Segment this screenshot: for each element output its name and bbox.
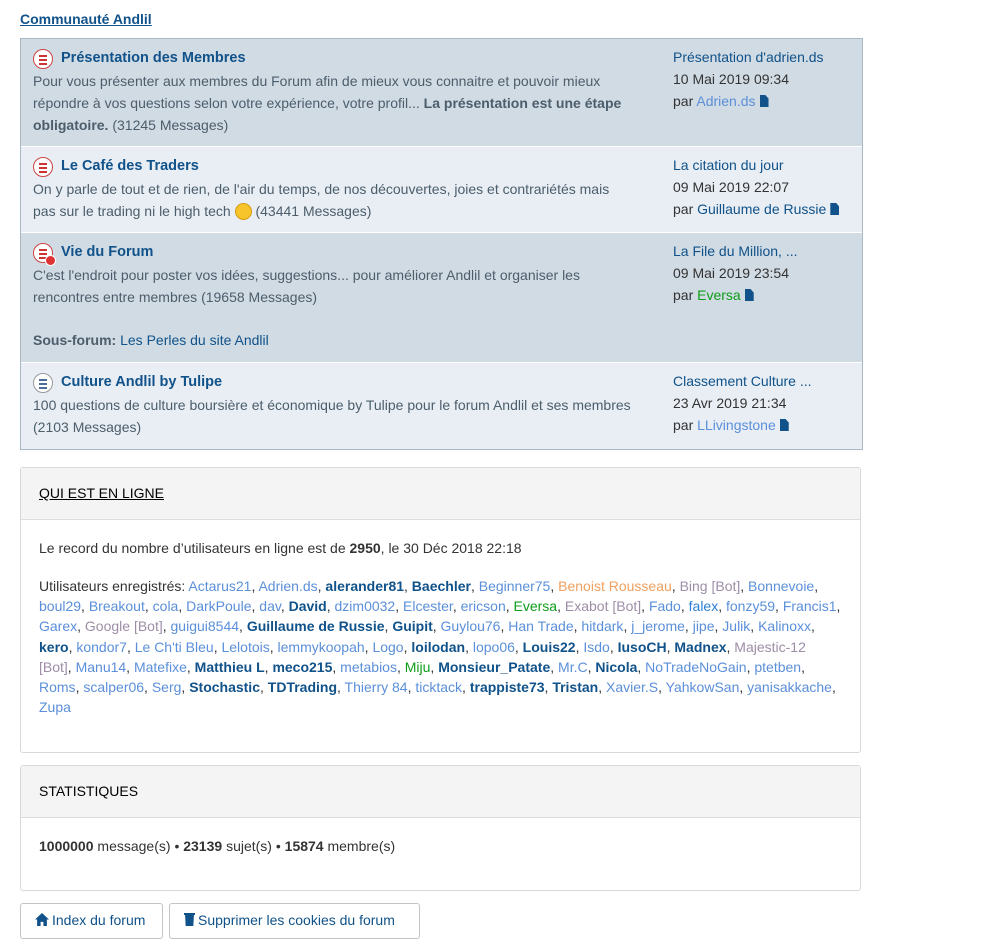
online-user-link[interactable]: jipe <box>692 618 715 635</box>
forum-row <box>21 363 862 449</box>
online-user-link[interactable]: scalper06 <box>83 679 145 696</box>
online-user-link[interactable]: Matefixe <box>133 658 187 675</box>
online-user-link[interactable]: IusoCH <box>617 638 667 655</box>
last-post-user-link[interactable]: Adrien.ds <box>696 93 756 109</box>
online-user-link[interactable]: alerander81 <box>325 578 405 594</box>
online-user-link[interactable]: Isdo <box>583 638 610 655</box>
online-user-link[interactable]: Zupa <box>39 699 71 716</box>
online-user-link[interactable]: Majestic-12 [Bot] <box>39 638 806 675</box>
subforum-line <box>33 329 633 351</box>
online-user-link[interactable]: boul29 <box>39 598 82 615</box>
online-user-link[interactable]: Julik <box>722 618 751 635</box>
view-post-icon[interactable] <box>780 419 789 431</box>
last-post-topic-link[interactable]: Présentation d'adrien.ds <box>673 49 824 65</box>
online-user-link[interactable]: Benoist Rousseau <box>558 578 672 594</box>
online-user-link[interactable]: fonzy59 <box>726 598 776 615</box>
home-icon <box>35 913 49 926</box>
forum-title-link[interactable]: Vie du Forum <box>61 244 154 260</box>
last-post-date: 09 Mai 2019 22:07 <box>673 179 789 195</box>
online-user-link[interactable]: Madnex <box>674 638 727 655</box>
last-post-user-link[interactable]: LLivingstone <box>697 417 776 433</box>
wink-emoji-icon <box>235 203 252 220</box>
subforum-link[interactable]: Les Perles du site Andlil <box>120 332 269 348</box>
by-label: par <box>673 201 694 217</box>
forum-row <box>21 147 862 233</box>
subforum-label: Sous-forum: <box>33 332 117 348</box>
last-post-user-link[interactable]: Guillaume de Russie <box>697 201 827 217</box>
online-user-link[interactable]: meco215 <box>272 658 333 675</box>
online-user-link[interactable]: Exabot [Bot] <box>564 598 642 615</box>
last-post-date: 23 Avr 2019 21:34 <box>673 395 787 411</box>
online-user-link[interactable]: Serg <box>151 679 182 696</box>
online-user-link[interactable]: metabios <box>340 658 397 675</box>
view-post-icon[interactable] <box>745 289 754 301</box>
online-user-link[interactable]: Han Trade <box>508 618 574 635</box>
online-user-link[interactable]: Kalinoxx <box>758 618 811 635</box>
forum-title-link[interactable]: Présentation des Membres <box>61 50 246 66</box>
online-user-link[interactable]: NoTradeNoGain <box>645 658 747 675</box>
online-user-link[interactable]: lopo06 <box>472 638 515 655</box>
online-user-link[interactable]: trappiste73 <box>469 679 545 696</box>
online-user-link[interactable]: Guylou76 <box>440 618 501 635</box>
online-user-link[interactable]: David <box>288 598 327 615</box>
forum-description: On y parle de tout et de rien, de l'air du temps, de nos découvertes, joies et contrariétés mais pas sur le trading ni le high tech (43441 Messages) <box>33 181 610 219</box>
last-post-topic-link[interactable]: Classement Culture ... <box>673 373 812 389</box>
online-user-link[interactable]: hitdark <box>581 618 624 635</box>
forum-read-icon <box>33 373 53 393</box>
online-user-link[interactable]: Elcester <box>403 598 453 615</box>
view-post-icon[interactable] <box>830 203 839 215</box>
forum-description: 100 questions de culture boursière et économique by Tulipe pour le forum Andlil et ses membres (2103 Messages) <box>33 397 631 435</box>
online-record: Le record du nombre d’utilisateurs en ligne est de 2950, le 30 Déc 2018 22:18 <box>39 540 522 556</box>
forum-subforum-icon <box>33 243 53 263</box>
online-user-link[interactable]: Miju <box>404 658 431 675</box>
online-user-link[interactable]: Mr.C <box>558 658 588 675</box>
online-user-link[interactable]: Google [Bot] <box>84 618 163 635</box>
who-is-online-panel <box>20 467 861 753</box>
forum-read-icon <box>33 157 53 177</box>
last-post <box>673 370 863 436</box>
forum-list <box>20 38 863 450</box>
online-user-link[interactable]: ericson <box>460 598 506 615</box>
online-user-link[interactable]: Le Ch'ti Bleu <box>134 638 214 655</box>
online-user-link[interactable]: Beginner75 <box>478 578 551 594</box>
online-user-link[interactable]: Manu14 <box>75 658 127 675</box>
online-user-link[interactable]: Stochastic <box>189 679 260 696</box>
online-user-link[interactable]: kondor7 <box>76 638 127 655</box>
by-label: par <box>673 93 694 109</box>
trash-icon <box>184 913 195 926</box>
online-user-link[interactable]: lemmykoopah <box>277 638 365 655</box>
online-user-link[interactable]: guigui8544 <box>170 618 240 635</box>
online-user-link[interactable]: Monsieur_Patate <box>438 658 551 675</box>
forum-index-button[interactable]: Index du forum <box>20 903 163 939</box>
by-label: par <box>673 417 694 433</box>
online-user-link[interactable]: dzim0032 <box>334 598 396 615</box>
online-user-link[interactable]: yanisakkache <box>747 679 832 696</box>
online-user-link[interactable]: Xavier.S <box>606 679 659 696</box>
online-user-link[interactable]: Actarus21 <box>188 578 252 594</box>
statistics-heading: STATISTIQUES <box>39 783 139 799</box>
last-post-user-link[interactable]: Eversa <box>697 287 741 303</box>
last-post <box>673 154 863 220</box>
online-user-link[interactable]: Louis22 <box>522 638 576 655</box>
view-post-icon[interactable] <box>760 95 769 107</box>
category-title[interactable]: Communauté Andlil <box>20 11 152 27</box>
online-user-link[interactable]: Thierry 84 <box>344 679 408 696</box>
online-user-link[interactable]: Tristan <box>552 679 599 696</box>
delete-cookies-button[interactable]: Supprimer les cookies du forum <box>169 903 420 939</box>
online-user-link[interactable]: kero <box>39 638 69 655</box>
online-user-link[interactable]: ptetben <box>754 658 802 675</box>
online-user-link[interactable]: dav <box>259 598 281 615</box>
last-post-date: 09 Mai 2019 23:54 <box>673 265 789 281</box>
forum-read-icon <box>33 49 53 69</box>
online-user-link[interactable]: Breakout <box>88 598 145 615</box>
forum-row <box>21 39 862 147</box>
online-user-link[interactable]: Lelotois <box>221 638 270 655</box>
online-user-link[interactable]: loilodan <box>411 638 466 655</box>
online-user-link[interactable]: Roms <box>39 679 76 696</box>
online-user-link[interactable]: TDTrading <box>267 679 338 696</box>
by-label: par <box>673 287 694 303</box>
statistics-panel <box>20 765 861 891</box>
forum-description: C'est l'endroit pour poster vos idées, suggestions... pour améliorer Andlil et organiser les rencontres entre membres (19658 Messages) <box>33 267 580 305</box>
online-user-link[interactable]: Baechler <box>411 578 471 594</box>
online-user-link[interactable]: Guipit <box>392 618 433 635</box>
online-user-link[interactable]: Bing [Bot] <box>679 578 741 594</box>
online-user-link[interactable]: Logo <box>372 638 404 655</box>
online-user-link[interactable]: Eversa <box>513 598 558 615</box>
online-user-link[interactable]: DarkPoule <box>186 598 252 615</box>
forum-title-link[interactable]: Le Café des Traders <box>61 158 199 174</box>
online-user-link[interactable]: YahkowSan <box>665 679 740 696</box>
online-user-link[interactable]: ticktack <box>415 679 463 696</box>
last-post <box>673 240 863 306</box>
registered-users-list: Utilisateurs enregistrés: Actarus21, Adrien.ds, alerander81, Baechler, Beginner75, Benoist Rousseau, Bing [Bot], Bonnevoie, boul29, Breakout, cola, DarkPoule, dav, David, dzim0032, Elcester, ericson, Eversa, Exabot [Bot], Fado, falex, fonzy59, Francis1, Garex, Google [Bot], guigui8544, Guillaume de Russie, Guipit, Guylou76, Han Trade, hitdark, j_jerome, jipe, Julik, Kalinoxx, kero, kondor7, Le Ch'ti Bleu, Lelotois, lemmykoopah, Logo, loilodan, lopo06, Louis22, Isdo, IusoCH, Madnex, Majestic-12 [Bot], Manu14, Matefixe, Matthieu L, meco215, metabios, Miju, Monsieur_Patate, Mr.C, Nicola, NoTradeNoGain, ptetben, Roms, scalper06, Serg, Stochastic, TDTrading, Thierry 84, ticktack, trappiste73, Tristan, Xavier.S, YahkowSan, yanisakkache, Zupa <box>39 578 841 716</box>
online-user-link[interactable]: falex <box>688 598 719 615</box>
online-user-link[interactable]: Fado <box>648 598 681 615</box>
online-user-link[interactable]: Guillaume de Russie <box>246 618 385 635</box>
last-post-topic-link[interactable]: La citation du jour <box>673 157 784 173</box>
online-user-link[interactable]: j_jerome <box>631 618 685 635</box>
online-user-link[interactable]: Matthieu L <box>194 658 265 675</box>
statistics-line: 1000000 message(s) • 23139 sujet(s) • 15874 membre(s) <box>39 838 396 854</box>
last-post-date: 10 Mai 2019 09:34 <box>673 71 789 87</box>
forum-title-link[interactable]: Culture Andlil by Tulipe <box>61 374 223 390</box>
registered-users-label: Utilisateurs enregistrés: <box>39 578 186 594</box>
last-post-topic-link[interactable]: La File du Million, ... <box>673 243 798 259</box>
forum-row <box>21 233 862 363</box>
who-is-online-heading[interactable]: QUI EST EN LIGNE <box>39 485 164 501</box>
forum-description: Pour vous présenter aux membres du Forum afin de mieux vous connaitre et pouvoir mieux répondre à vos questions selon votre expérience, votre profil... La présentation est une étape obligatoire. (31245 Messages) <box>33 73 622 133</box>
online-user-link[interactable]: Francis1 <box>782 598 837 615</box>
online-user-link[interactable]: Bonnevoie <box>748 578 815 594</box>
online-user-link[interactable]: Garex <box>39 618 78 635</box>
online-user-link[interactable]: Adrien.ds <box>258 578 318 594</box>
online-user-link[interactable]: Nicola <box>595 658 638 675</box>
online-user-link[interactable]: cola <box>152 598 179 615</box>
last-post <box>673 46 863 112</box>
